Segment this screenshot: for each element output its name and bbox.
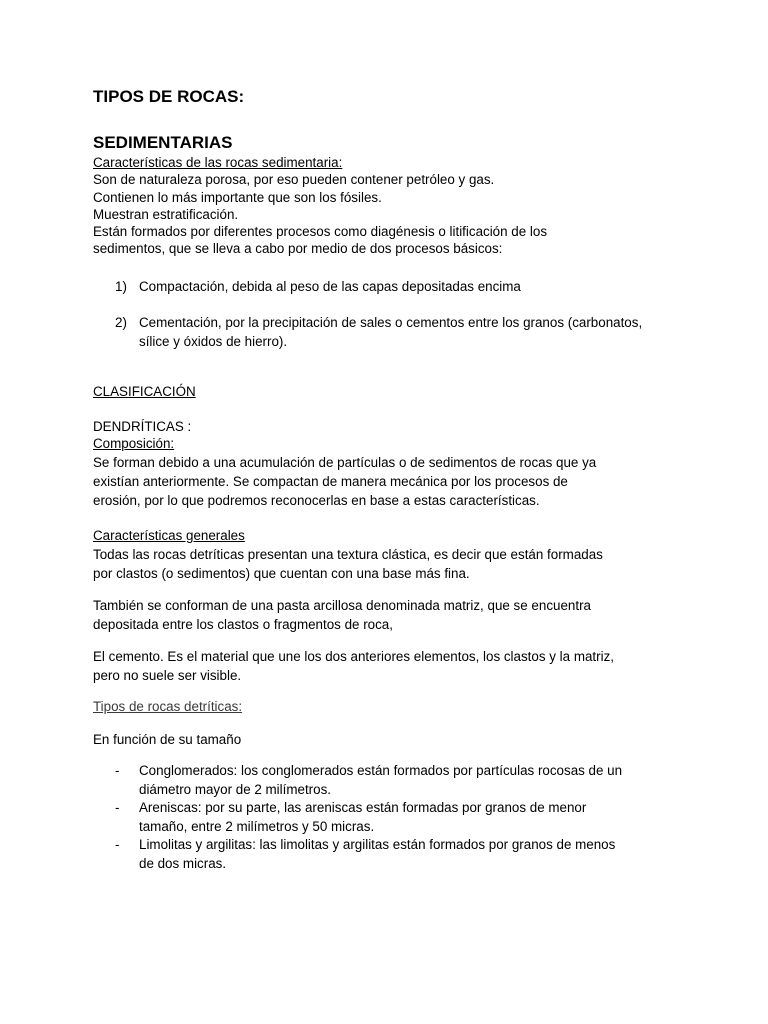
composition-heading: Composición: (93, 436, 175, 452)
paragraph-line: Se forman debido a una acumulación de partículas o de sedimentos de rocas que ya (93, 455, 597, 470)
characteristics-line: Contienen lo más importante que son los fósiles. (93, 189, 382, 205)
list-item-text: Cementación, por la precipitación de sales o cementos entre los granos (carbonatos, (139, 315, 643, 330)
general-heading: Características generales (93, 528, 245, 543)
list-number: 1) (115, 279, 127, 294)
paragraph-line: pero no suele ser visible. (93, 668, 242, 683)
paragraph-line: Todas las rocas detríticas presentan una textura clástica, es decir que están formadas (93, 547, 603, 562)
paragraph-line: erosión, por lo que podremos reconocerlas en base a estas características. (93, 493, 540, 508)
list-number: 2) (115, 315, 127, 330)
section-heading-sedimentarias: SEDIMENTARIAS (93, 133, 233, 152)
list-item-text: Areniscas: por su parte, las areniscas están formadas por granos de menor (139, 800, 587, 815)
paragraph-line: depositada entre los clastos o fragmentos de roca, (93, 617, 393, 632)
list-item-text: diámetro mayor de 2 milímetros. (139, 782, 331, 797)
classification-heading: CLASIFICACIÓN (93, 384, 196, 399)
general-paragraph-3 (93, 647, 713, 685)
detrital-block (93, 418, 713, 453)
detrital-heading: DENDRÍTICAS : (93, 419, 192, 434)
types-heading-wrap (93, 697, 713, 716)
characteristics-block (93, 154, 713, 258)
characteristics-line: Están formados por diferentes procesos como diagénesis o litificación de los (93, 224, 548, 240)
general-paragraph-1 (93, 545, 713, 583)
list-bullet: - (115, 800, 120, 815)
list-item-text: sílice y óxidos de hierro). (139, 334, 288, 349)
list-item-text: tamaño, entre 2 milímetros y 50 micras. (139, 819, 375, 834)
classification-heading-wrap (93, 383, 713, 400)
list-item-text: Conglomerados: los conglomerados están formados por partículas rocosas de un (139, 763, 623, 778)
types-intro-wrap (93, 730, 713, 749)
list-bullet: - (115, 837, 120, 852)
composition-paragraph (93, 453, 713, 510)
general-paragraph-2 (93, 596, 713, 634)
paragraph-line: El cemento. Es el material que une los dos anteriores elementos, los clastos y la matriz, (93, 649, 614, 664)
characteristics-line: Son de naturaleza porosa, por eso pueden contener petróleo y gas. (93, 172, 495, 188)
list-bullet: - (115, 763, 120, 778)
characteristics-line: Muestran estratificación. (93, 206, 239, 222)
types-heading: Tipos de rocas detríticas: (93, 699, 243, 714)
paragraph-line: existían anteriormente. Se compactan de manera mecánica por los procesos de (93, 474, 568, 489)
list-item-text: Compactación, debida al peso de las capas depositadas encima (139, 279, 521, 294)
paragraph-line: por clastos (o sedimentos) que cuentan con una base más fina. (93, 566, 470, 581)
characteristics-heading: Características de las rocas sedimentaria: (93, 155, 343, 170)
paragraph-line: También se conforman de una pasta arcillosa denominada matriz, que se encuentra (93, 598, 591, 613)
list-item-text: de dos micras. (139, 856, 227, 871)
characteristics-line: sedimentos, que se lleva a cabo por medio de dos procesos básicos: (93, 241, 503, 257)
types-intro: En función de su tamaño (93, 732, 242, 747)
general-heading-wrap (93, 527, 713, 544)
list-item-text: Limolitas y argilitas: las limolitas y argilitas están formados por granos de menos (139, 837, 616, 852)
document-title: TIPOS DE ROCAS: (93, 87, 245, 106)
